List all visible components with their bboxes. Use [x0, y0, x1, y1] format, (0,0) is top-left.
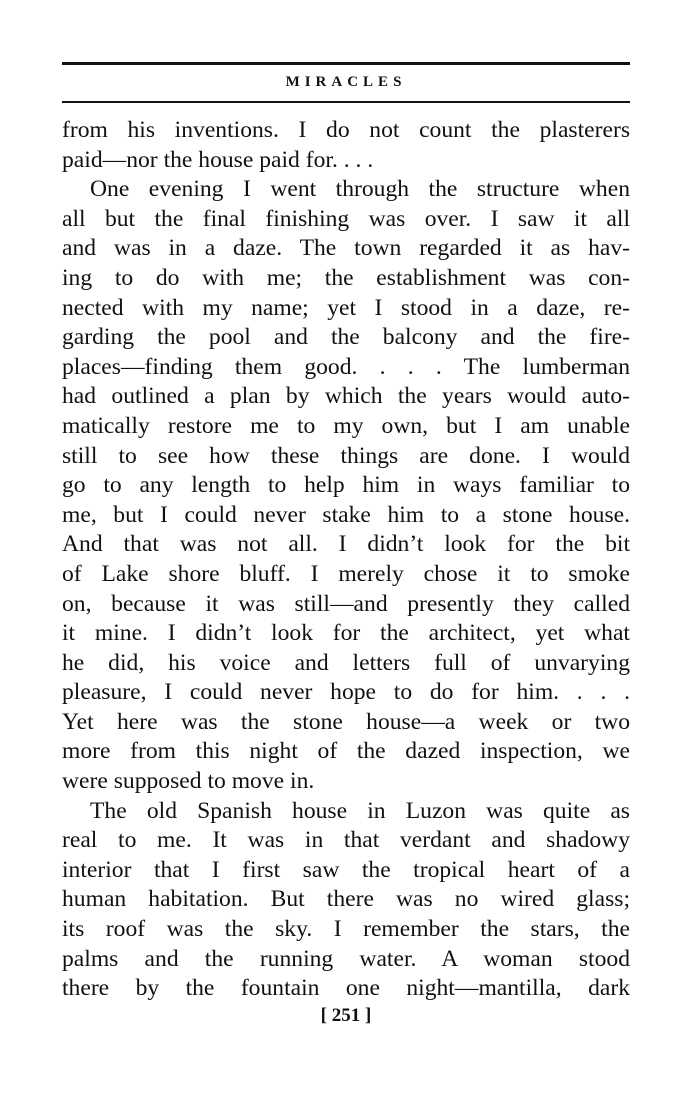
text-line: still to see how these things are done. I would	[62, 442, 630, 469]
text-line: And that was not all. I didn’t look for the bit	[62, 531, 630, 558]
text-line: on, because it was still—and presently they called	[62, 590, 630, 617]
text-line: of Lake shore bluff. I merely chose it to smoke	[62, 560, 630, 587]
text-line: Yet here was the stone house—a week or two	[62, 708, 630, 735]
text-line: there by the fountain one night—mantilla, dark	[62, 975, 630, 1002]
page-number: [ 251 ]	[320, 1005, 372, 1026]
running-head: MIRACLES	[285, 74, 407, 90]
header-rule-bottom	[62, 101, 630, 103]
text-line: places—finding them good. . . . The lumberman	[62, 353, 630, 380]
text-line: human habitation. But there was no wired glass;	[62, 886, 630, 913]
text-line: nected with my name; yet I stood in a daze, re-	[62, 294, 630, 321]
text-line: go to any length to help him in ways familiar to	[62, 472, 630, 499]
header-rule-top	[62, 62, 630, 65]
text-line: real to me. It was in that verdant and shadowy	[62, 827, 630, 854]
text-line: paid—nor the house paid for. . . .	[62, 146, 374, 173]
body-text	[62, 116, 630, 1004]
text-line: pleasure, I could never hope to do for him. . . .	[62, 679, 630, 706]
text-line: me, but I could never stake him to a stone house.	[62, 501, 630, 528]
text-line: its roof was the sky. I remember the stars, the	[62, 916, 630, 943]
text-line: more from this night of the dazed inspection, we	[62, 738, 630, 765]
text-line: from his inventions. I do not count the plasterers	[62, 117, 630, 143]
text-line: One evening I went through the structure when	[90, 176, 630, 203]
text-line: interior that I first saw the tropical heart of a	[62, 856, 630, 883]
text-line: were supposed to move in.	[62, 768, 315, 795]
text-line: ing to do with me; the establishment was con-	[62, 264, 630, 291]
text-line: garding the pool and the balcony and the fire-	[62, 324, 630, 351]
text-line: and was in a daze. The town regarded it as hav-	[62, 235, 630, 262]
text-line: had outlined a plan by which the years would auto-	[62, 383, 630, 410]
text-line: it mine. I didn’t look for the architect, yet what	[62, 620, 630, 647]
text-line: matically restore me to my own, but I am unable	[62, 412, 630, 439]
text-line: he did, his voice and letters full of unvarying	[62, 649, 630, 676]
text-line: all but the final finishing was over. I saw it all	[62, 205, 630, 232]
text-line: palms and the running water. A woman stood	[62, 945, 630, 972]
text-line: The old Spanish house in Luzon was quite as	[90, 797, 630, 824]
